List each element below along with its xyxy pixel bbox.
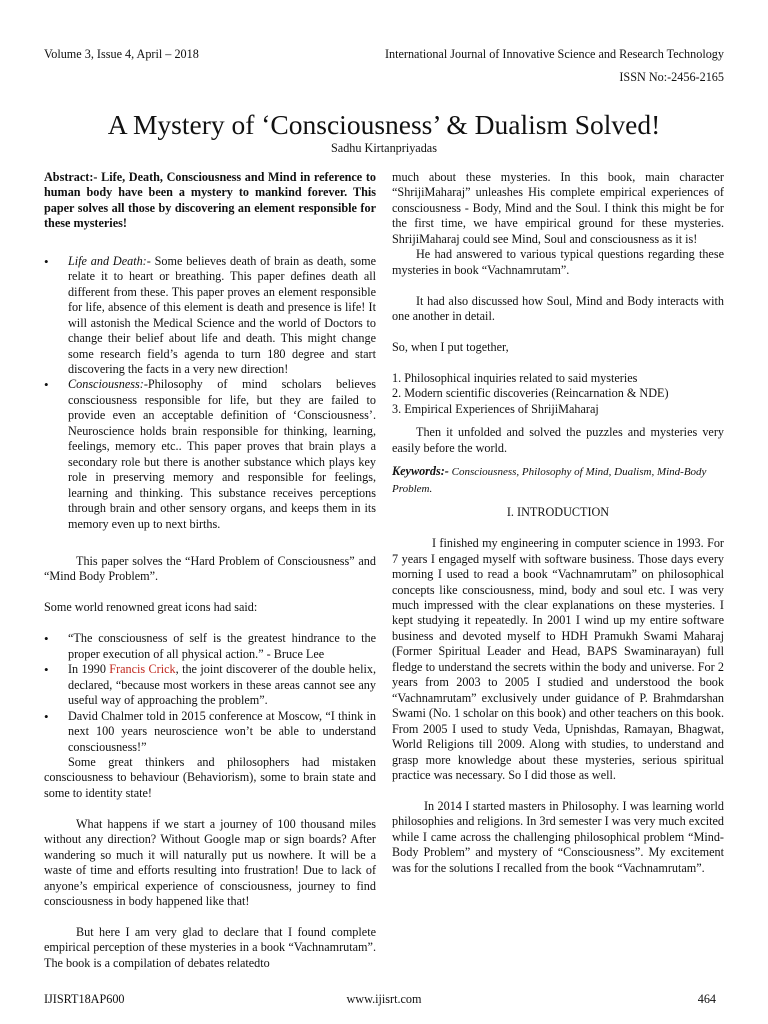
keywords-label: Keywords:- [392,464,449,479]
keywords [392,464,724,497]
list-item: 1. Philosophical inquiries related to said mysteries [392,371,638,386]
bullet-consciousness-text: Philosophy of mind scholars believes consciousness responsible for life, but they are failed to provide even an acceptable definition of ‘Consciousness’. Neuroscience holds brain responsible for thinking, learning, feelings, memory etc.. This paper proves that brain plays a secondary role but there is another substance which plays key role in preserving memory and responsible for feelings, learning and thinking. This substance receives perceptions through brain and other sensory organs, and keeps them in its memory even up to next births. [68,377,376,531]
put-together: So, when I put together, [392,340,509,355]
bullet-consciousness-label: Consciousness:- [68,377,148,392]
list-item: 3. Empirical Experiences of ShrijiMaharaj [392,401,599,416]
bullet-life-death [44,254,376,378]
author: Sadhu Kirtanpriyadas [331,141,437,155]
thinkers-paragraph: Some great thinkers and philosophers had mistaken consciousness to behaviour (Behaviorism), some to brain state and some to identity state! [44,754,376,800]
intro-paragraph-1: I finished my engineering in computer science in 1993. For 7 years I engaged myself with software business. Those days every morning I used to read a book “Vachnamrutam” on philosophical concepts like consciousness, mind, body and soul etc. I was very much impressed with the clear explanations on these mysteries. I kept studying it repeatedly. In 2001 I wind up my entire software business and devoted myself to HDH Pramukh Swami Maharaj (Former Spiritual Leader and Head, BAPS Swaminarayan) full fledge to understand the secrets within the body and universe. For 2 years from 2003 to 2005 I studied and understood the book “Vachnamrutam” exclusively under guidance of P. Brahmdarshan Swami (No. 1 scholar on this book) and other teachers on this book. From 2005 I used to study Veda, Upnishdas, Ramayan, Bhagwat, World Religions till 2009. Along with studies, to understand and grasp more knowledge about these mysteries, serious spiritual practice was necessary. So I did those as well. [392,536,724,782]
answered-paragraph: He had answered to various typical questions regarding these mysteries in book “Vachnamrutam”. [392,247,724,277]
right-column [392,170,724,876]
quote-bruce-lee: • “The consciousness of self is the greatest hindrance to the proper execution of all physical action.” - Bruce Lee [44,631,376,662]
footer-page-number: 464 [697,992,716,1006]
abstract-label: Abstract:- [44,170,98,184]
hard-problem-paragraph: This paper solves the “Hard Problem of Consciousness” and “Mind Body Problem”. [44,553,376,584]
discussed-paragraph: It had also discussed how Soul, Mind and Body interacts with one another in detail. [392,293,724,324]
francis-crick-name: Francis Crick [109,662,176,677]
quote-crick-pre: In 1990 [68,662,110,677]
intro-paragraph-2: In 2014 I started masters in Philosophy. I was learning world philosophies and religions. In 3rd semester I was very much excited while I came across the challenging philosophical problem “Mind-Body Problem” and mystery of “Consciousness”. My excitement was for the solutions I recalled from the book “Vachnamrutam”. [392,798,724,875]
header-issn: ISSN No:-2456-2165 [619,70,724,84]
quote-francis-crick [44,662,376,708]
keywords-text: Consciousness, Philosophy of Mind, Dualism, Mind-Body Problem. [392,466,707,495]
list-item: 2. Modern scientific discoveries (Reincarnation & NDE) [392,386,669,401]
continued-paragraph: much about these mysteries. In this book, main character “ShrijiMaharaj” unleashes His complete empirical experiences of consciousness - Body, Mind and the Soul. I think this might be for the first time, we have empirical ground for these mysteries. ShrijiMaharaj could see Mind, Soul and consciousness as it is! [392,170,724,246]
header-volume: Volume 3, Issue 4, April – 2018 [44,47,199,61]
bullet-consciousness [44,377,376,532]
page-title: A Mystery of ‘Consciousness’ & Dualism Solved! [107,109,661,140]
journey-paragraph: What happens if we start a journey of 100 thousand miles without any direction? Without Google map or sign boards? After wandering so much it will naturally put us nowhere. It will be a waste of time and efforts resulting into frustration! Due to lack of anyone’s empirical experience of consciousness, journey to find consciousness in body happened like that! [44,816,376,909]
section-heading-introduction: I. INTRODUCTION [506,505,610,520]
left-column [44,170,376,971]
abstract [44,170,376,232]
icons-intro: Some world renowned great icons had said: [44,600,258,615]
glad-paragraph: But here I am very glad to declare that I found complete empirical perception of these mysteries in a book “Vachnamrutam”. The book is a compilation of debates relatedto [44,925,376,970]
abstract-text: Life, Death, Consciousness and Mind in reference to human body have been a mystery to mankind forever. This paper solves all those by discovering an element responsible for these mysteries! [44,170,376,231]
quote-david-chalmer: • David Chalmer told in 2015 conference at Moscow, “I think in next 100 years neuroscience won’t be able to understand consciousness!” [44,709,376,755]
bullet-life-death-label: Life and Death:- [68,253,151,268]
header-journal: International Journal of Innovative Science and Research Technology [384,47,724,61]
bullet-life-death-text: Some believes death of brain as death, some relate it to heart or breathing. This paper defines death all different from these. This paper proves an element responsible for life, absence of this element is death and presence is life! It will astonish the Medical Science and the world of Doctors to change their belief about life and death. This might change some research field’s agenda to turn 180 degree and start discovering the facts in a very new direction! [68,253,376,376]
quote-crick-post: , the joint discoverer of the double helix, declared, “because most workers in these areas cannot see any useful way of approaching the problem”. [68,662,376,708]
footer-url[interactable]: www.ijisrt.com [346,992,422,1006]
footer-code: IJISRT18AP600 [44,992,125,1006]
unfolded-paragraph: Then it unfolded and solved the puzzles and mysteries very easily before the world. [392,425,724,455]
